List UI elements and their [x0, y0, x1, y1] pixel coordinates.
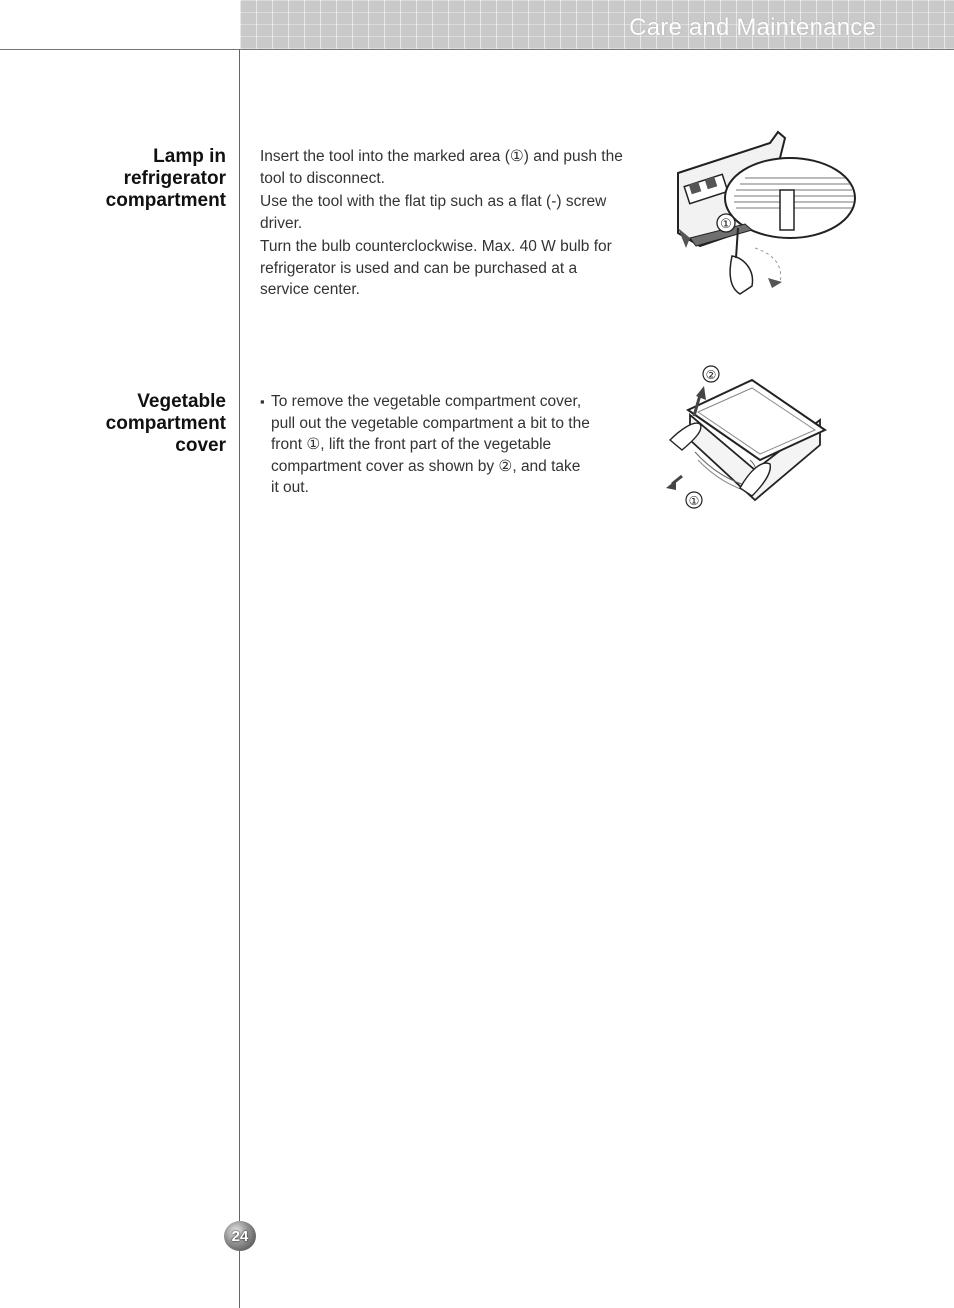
bullet-item	[260, 391, 590, 499]
vegetable-instructions	[260, 391, 590, 499]
page-header-title: Care and Maintenance	[629, 14, 876, 41]
column-divider	[239, 49, 240, 1308]
illustration-label: ②	[705, 368, 717, 382]
section-title-line: Vegetable	[137, 391, 226, 412]
lamp-instructions	[260, 146, 630, 303]
instruction-paragraph: Insert the tool into the marked area (①) and push the tool to disconnect.	[260, 148, 623, 187]
instruction-paragraph: Use the tool with the flat tip such as a flat (-) screw driver.	[260, 193, 607, 232]
illustration-label: ①	[720, 217, 732, 232]
header-divider	[0, 49, 954, 50]
section-title-line: Lamp in	[153, 146, 226, 167]
bullet-icon: ▪	[260, 394, 265, 409]
section-title-vegetable	[0, 391, 226, 457]
page-number-badge	[224, 1221, 256, 1251]
section-title-line: cover	[175, 435, 226, 456]
bullet-text: To remove the vegetable compartment cover, pull out the vegetable compartment a bit to the front ①, lift the front part of the vegetable compartment cover as shown by ②, and take it out.	[271, 393, 590, 496]
illustration-label: ①	[688, 494, 700, 508]
section-title-line: compartment	[105, 190, 226, 211]
vegetable-cover-illustration	[660, 360, 840, 520]
lamp-removal-illustration	[660, 128, 870, 298]
header-band	[240, 0, 954, 49]
section-title-lamp	[0, 146, 226, 212]
section-title-line: compartment	[105, 413, 226, 434]
page-number: 24	[231, 1227, 249, 1245]
instruction-paragraph: Turn the bulb counterclockwise. Max. 40 W bulb for refrigerator is used and can be purchased at a service center.	[260, 238, 612, 298]
section-title-line: refrigerator	[123, 168, 226, 189]
